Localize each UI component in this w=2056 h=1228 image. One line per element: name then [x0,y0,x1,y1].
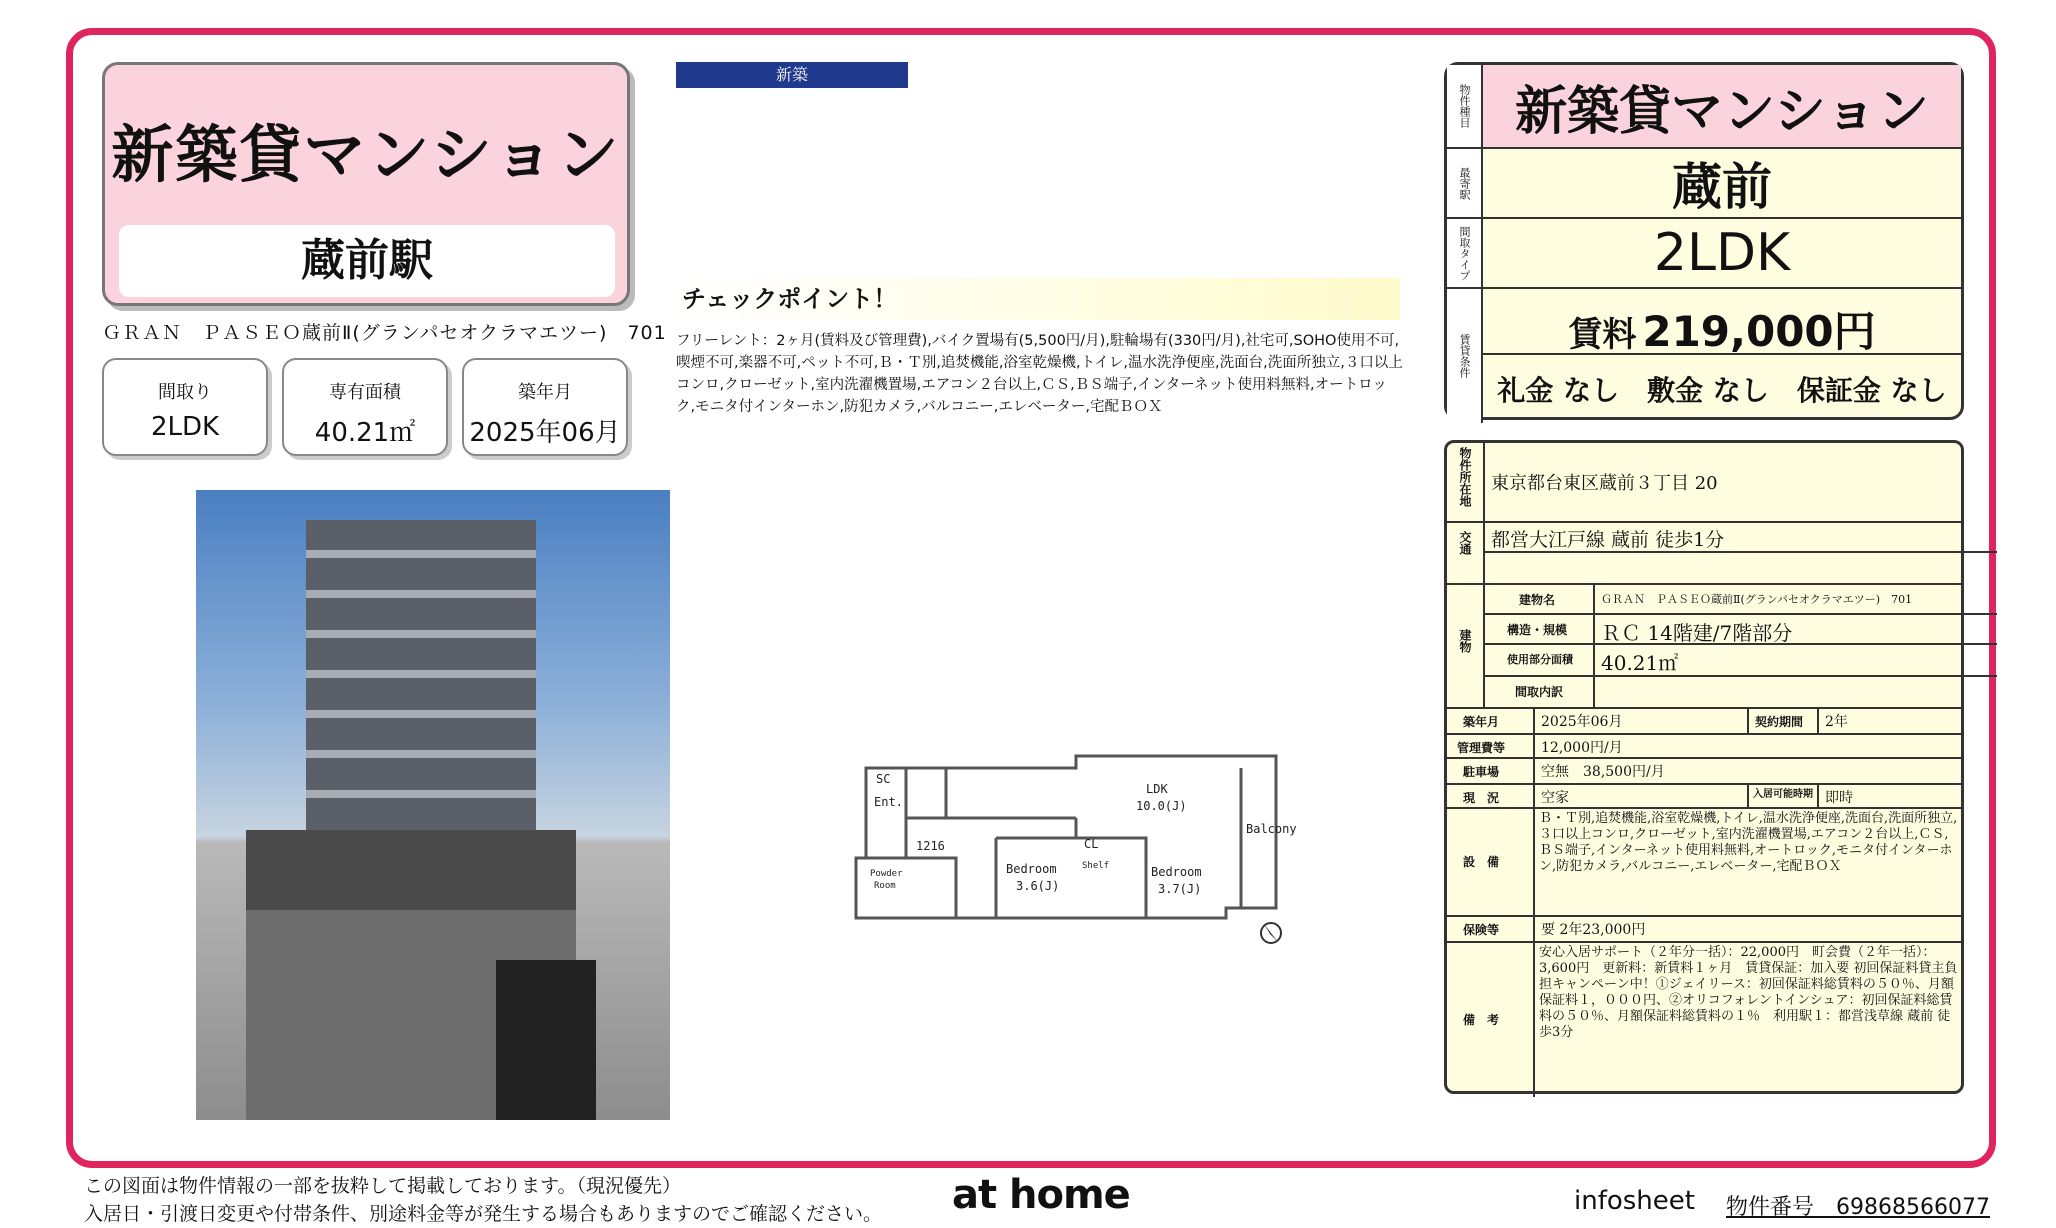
room-balcony: Balcony [1246,822,1297,836]
room-sc: SC [876,772,891,786]
building-label: 建物 [1458,629,1472,653]
mgmt-label: 管理費等 [1457,741,1506,755]
structure-value: ＲＣ 14階建/7階部分 [1601,621,1793,645]
equipment-value: Ｂ・Ｔ別,追焚機能,浴室乾燥機,トイレ,温水洗浄便座,洗面台,洗面所独立,３口以上コンロ,クローゼット,室内洗濯機置場,エアコン２台以上,ＣＳ,ＢＳ端子,インターネット使用料無料,オートロック,モニタ付インターホン,防犯カメラ,バルコニー,エレベーター,宅配ＢＯＸ [1539,811,1958,874]
features-text: フリーレント：2ヶ月(賃料及び管理費),バイク置場有(5,500円/月),駐輪場有(330円/月),社宅可,SOHO使用不可,喫煙不可,楽器不可,ペット不可,Ｂ・Ｔ別,追焚機能,浴室乾燥機,トイレ,温水洗浄便座,洗面台,洗面所独立,３口以上コンロ,クローゼット,室内洗濯機置場,エアコン２台以上,ＣＳ,ＢＳ端子,インターネット使用料無料,オートロック,モニタ付インターホン,防犯カメラ,バルコニー,エレベーター,宅配ＢＯＸ [676,333,1403,415]
room-entrance: Ent. [874,795,903,809]
rent-cell [1483,289,1961,355]
station-name: 蔵前駅 [119,225,615,297]
summary-layout: 2LDK [1653,223,1791,283]
room-bedroom1-size: 3.6(J) [1016,879,1060,893]
stat-built [462,358,628,456]
athome-logo: at home [952,1172,1130,1218]
summary-row-layout [1447,219,1961,289]
summary-table [1444,62,1964,420]
insurance-label: 保険等 [1463,923,1500,937]
building-photo [196,490,670,1120]
contract-label: 契約期間 [1755,715,1804,729]
transport-value: 都営大江戸線 蔵前 徒歩1分 [1491,529,1725,551]
footer-note [84,1172,882,1228]
rent-amount: 219,000円 [1642,307,1876,356]
photo-brick-wall [246,830,576,910]
room-powder: Powder [870,869,903,879]
room-powder-room: Room [874,881,896,891]
stat-label: 間取り [158,382,212,403]
building-name: ＧＲＡＮ ＰＡＳＥＯ蔵前Ⅱ(グランパセオクラマエツー) 701 [102,322,667,344]
remarks-value: 安心入居サポート（２年分一括）：22,000円 町会費（２年一括）：3,600円 更新料：新賃料１ヶ月 賃貸保証：加入要 初回保証料貸主負担キャンペーン中！①ジェイリース：初回保証料総賃料の５０％、月額保証料１，０００円、②オリコフォレントインシュア：初回保証料総賃料の５０％、月額保証料総賃料の１％ 利用駅１：都営浅草線 蔵前 徒歩3分 [1539,945,1958,1040]
footer-note-line2: 入居日・引渡日変更や付帯条件、別途料金等が発生する場合もありますのでご確認ください。 [84,1203,883,1225]
north-arrow-icon [1261,923,1281,943]
stat-area [282,358,448,456]
stat-value: 2025年06月 [469,418,621,448]
photo-entrance [496,960,596,1120]
status-value: 空家 [1541,790,1569,806]
move-in-value: 即時 [1825,790,1853,806]
transport-label: 交通 [1458,531,1472,555]
insurance-value: 要 2年23,000円 [1541,922,1646,938]
room-bath: 1216 [916,839,945,853]
room-closet: CL [1084,837,1099,851]
stat-value: 2LDK [150,412,220,442]
parking-label: 駐車場 [1463,765,1500,779]
built-value: 2025年06月 [1541,714,1623,730]
area-value: 40.21㎡ [1601,651,1679,675]
stat-layout [102,358,268,456]
summary-label: 物件種目 [1447,65,1483,147]
location-label: 物件所在地 [1458,447,1472,507]
footer-note-line1: この図面は物件情報の一部を抜粋して掲載しております。（現況優先） [84,1175,681,1197]
rent-prefix: 賃料 [1568,315,1637,355]
new-build-badge: 新築 [676,62,908,88]
location-value: 東京都台東区蔵前３丁目 20 [1491,473,1718,494]
status-label: 現 況 [1463,791,1500,805]
summary-label: 最寄駅 [1447,149,1483,217]
parking-value: 空無 38,500円/月 [1541,764,1665,780]
stat-label: 築年月 [518,382,572,403]
room-bedroom2-size: 3.7(J) [1158,882,1202,896]
area-label: 使用部分面積 [1507,653,1573,666]
summary-label: 間取タイプ [1447,219,1483,287]
structure-label: 構造・規模 [1507,623,1568,637]
title-card [102,62,630,306]
built-label: 築年月 [1463,715,1500,729]
stat-value: 40.21㎡ [314,418,416,448]
layout-breakdown-label: 間取内訳 [1515,685,1564,699]
remarks-label: 備 考 [1463,1013,1500,1027]
infosheet-label: infosheet [1574,1186,1695,1216]
summary-type: 新築貸マンション [1515,81,1929,142]
summary-label: 賃貸条件 [1447,289,1483,423]
move-in-label: 入居可能時期 [1753,789,1813,800]
bldg-name-value: ＧＲＡＮ ＰＡＳＥＯ蔵前Ⅱ(グランパセオクラマエツー) 701 [1601,593,1913,606]
room-ldk: LDK [1146,782,1168,796]
summary-row-rent [1447,289,1961,423]
contract-value: 2年 [1825,714,1848,730]
deposit-conditions: 礼金 なし 敷金 なし 保証金 なし [1497,374,1947,407]
property-number: 物件番号 69868566077 [1726,1195,1990,1220]
summary-row-station [1447,149,1961,219]
room-ldk-size: 10.0(J) [1136,799,1187,813]
summary-row-type [1447,65,1961,149]
floor-plan [846,748,1297,948]
bldg-name-label: 建物名 [1519,593,1556,607]
property-type-title: 新築貸マンション [111,118,621,191]
equipment-label: 設 備 [1463,855,1500,869]
room-shelf: Shelf [1082,861,1110,871]
stat-label: 専有面積 [329,382,401,403]
detail-table [1444,440,1964,1094]
mgmt-value: 12,000円/月 [1541,740,1623,756]
checkpoint-title: チェックポイント！ [676,278,1400,320]
summary-station: 蔵前 [1672,158,1772,216]
room-bedroom2: Bedroom [1151,865,1202,879]
room-bedroom1: Bedroom [1006,862,1057,876]
